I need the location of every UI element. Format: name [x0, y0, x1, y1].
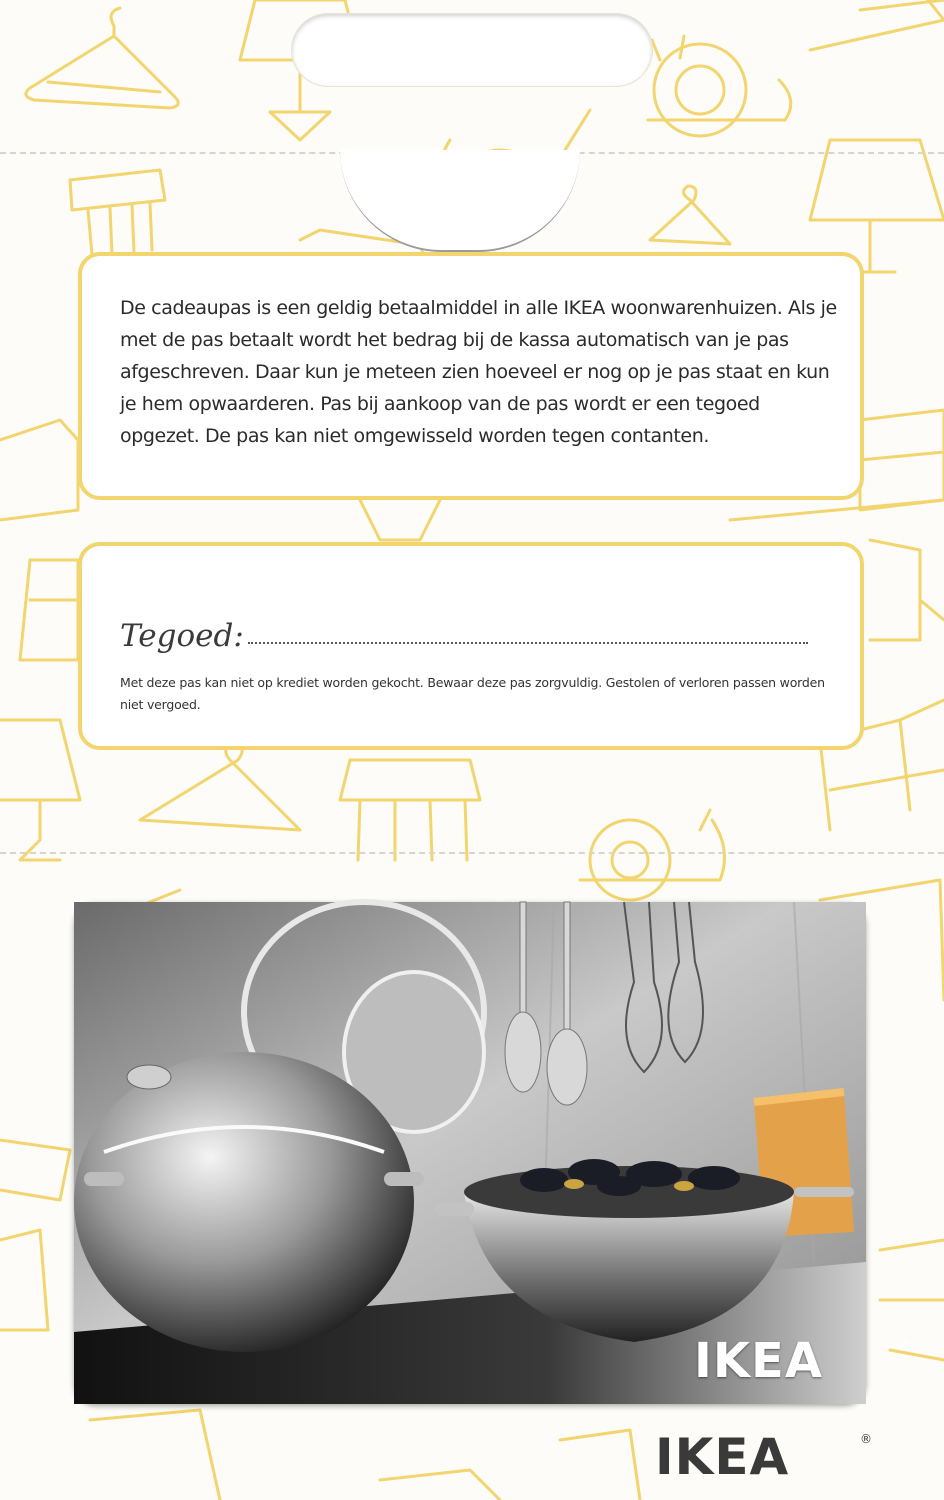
- hanger-icon: [810, 0, 944, 50]
- card-ikea-logo: IKEA: [694, 1333, 823, 1389]
- hanger-icon: [140, 744, 300, 830]
- lamp-icon: [90, 1410, 640, 1500]
- hanger-hole: [292, 14, 652, 86]
- perforation-line-bottom: [0, 852, 944, 854]
- card-photo-kitchen: [74, 902, 866, 1404]
- balance-note: Met deze pas kan niet op krediet worden gekocht. Bewaar deze pas zorgvuldig. Gestolen of verloren passen worden niet vergoed.: [120, 675, 825, 712]
- snail-icon: [648, 36, 791, 136]
- info-text: De cadeaupas is een geldig betaalmiddel in alle IKEA woonwarenhuizen. Als je met de pas betaalt wordt het bedrag bij de kassa automatisch van je pas afgeschreven. Daar kun je meteen zien hoeveel er nog op je pas staat en kun je hem opwaarderen. Pas bij aankoop van de pas wordt er een tegoed opgezet. De pas kan niet omgewisseld worden tegen contanten.: [120, 297, 837, 447]
- stool-icon: [340, 760, 480, 860]
- package-registered-mark: ®: [860, 1432, 872, 1446]
- balance-panel: [78, 542, 864, 750]
- info-panel: [78, 252, 864, 500]
- hanger-icon: [650, 186, 730, 244]
- hanger-icon: [26, 8, 178, 108]
- stool-icon: [70, 170, 165, 255]
- balance-label: Tegoed:: [120, 618, 244, 654]
- snail-icon: [580, 810, 725, 900]
- lamp-icon: [0, 720, 80, 860]
- package-ikea-logo: IKEA: [655, 1428, 790, 1486]
- balance-write-line: [248, 642, 808, 644]
- gift-card[interactable]: [74, 902, 911, 1404]
- card-registered-mark: ®: [900, 1336, 911, 1349]
